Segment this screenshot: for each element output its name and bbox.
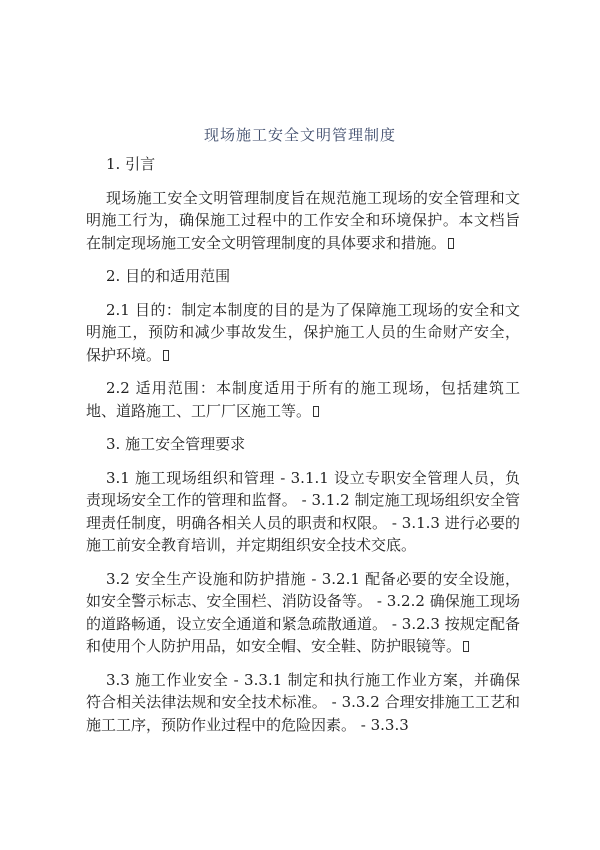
- section-2-purpose: 2.1 目的：制定本制度的目的是为了保障施工现场的安全和文明施工，预防和减少事故发生，保护施工人员的生命财产安全，保护环境。: [86, 300, 520, 364]
- paragraph-mark-icon: [448, 238, 454, 249]
- section-1-heading: 1. 引言: [106, 155, 156, 173]
- section-3-1-paragraph: 3.1 施工现场组织和管理 - 3.1.1 设立专职安全管理人员，负责现场安全工作的管理和监督。 - 3.1.2 制定施工现场组织安全管理责任制度，明确各相关人员的职责和权限。 - 3.1.3 进行必要的施工前安全教育培训，并定期组织安全技术交底。: [86, 468, 520, 554]
- section-3-3-paragraph: 3.3 施工作业安全 - 3.3.1 制定和执行施工作业方案，并确保符合相关法律法规和安全技术标准。 - 3.3.2 合理安排施工工艺和施工工序，预防作业过程中的危险因素。 - 3.3.3: [86, 670, 520, 734]
- document-body: [86, 153, 520, 747]
- document-title: 现场施工安全文明管理制度: [203, 126, 396, 144]
- section-3-heading: 3. 施工安全管理要求: [106, 435, 246, 453]
- paragraph-mark-icon: [163, 350, 169, 361]
- section-2-heading: 2. 目的和适用范围: [106, 267, 231, 285]
- section-3-2-paragraph: 3.2 安全生产设施和防护措施 - 3.2.1 配备必要的安全设施，如安全警示标志、安全围栏、消防设备等。 - 3.2.2 确保施工现场的道路畅通，设立安全通道和紧急疏散通道。 - 3.2.3 按规定配备和使用个人防护用品，如安全帽、安全鞋、防护眼镜等。: [86, 569, 520, 655]
- section-1-paragraph: 现场施工安全文明管理制度旨在规范施工现场的安全管理和文明施工行为，确保施工过程中的工作安全和环境保护。本文档旨在制定现场施工安全文明管理制度的具体要求和措施。: [86, 188, 520, 252]
- paragraph-mark-icon: [463, 641, 469, 652]
- section-2-scope: 2.2 适用范围：本制度适用于所有的施工现场，包括建筑工地、道路施工、工厂厂区施工等。: [86, 379, 520, 420]
- paragraph-mark-icon: [313, 406, 319, 417]
